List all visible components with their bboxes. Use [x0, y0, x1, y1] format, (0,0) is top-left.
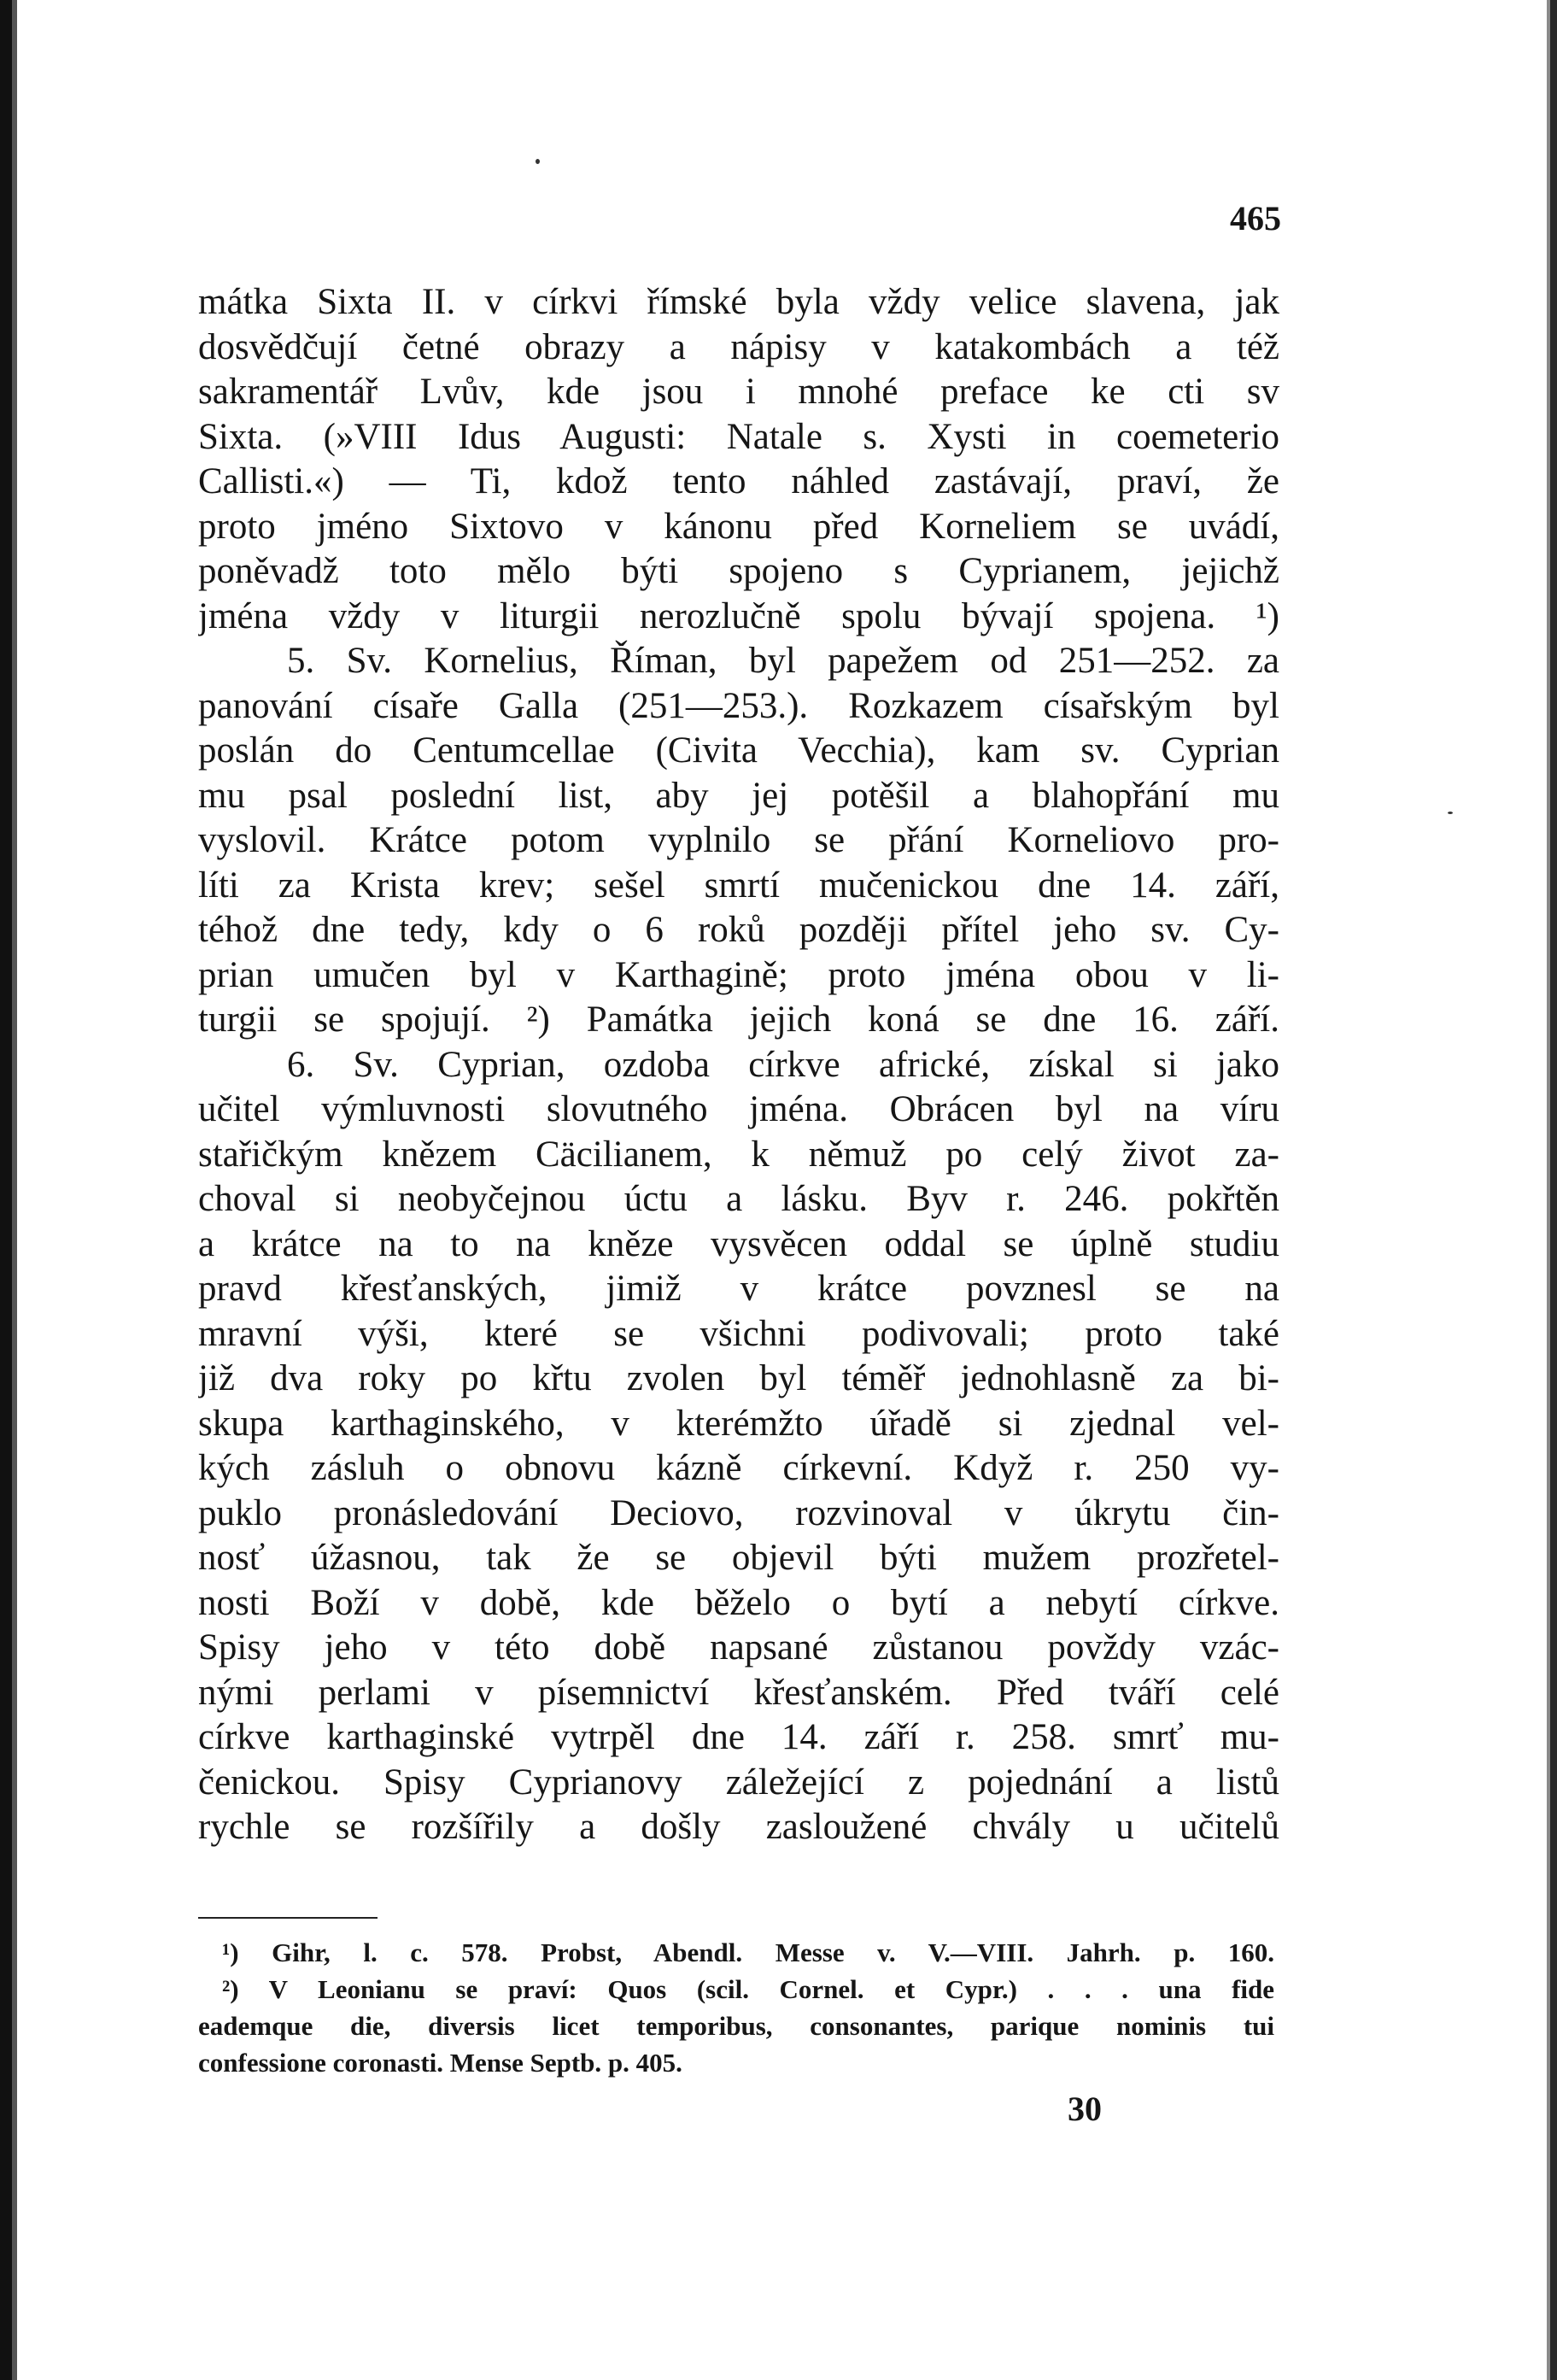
text-line: nými perlami v písemnictví křesťanském. Před tváří celé — [198, 1672, 1279, 1713]
text-line: nosť úžasnou, tak že se objevil býti mužem prozřetel- — [198, 1538, 1279, 1578]
scan-edge-right — [1550, 0, 1557, 2380]
text-line: panování císaře Galla (251—253.). Rozkazem císařským byl — [198, 685, 1279, 726]
text-line: dosvědčují četné obrazy a nápisy v katakombách a též — [198, 326, 1279, 367]
text-line: jména vždy v liturgii nerozlučně spolu bývají spojena. ¹) — [198, 595, 1279, 636]
footnote-divider — [198, 1917, 378, 1919]
text-line: puklo pronásledování Deciovo, rozvinoval v úkrytu čin- — [198, 1492, 1279, 1533]
text-line: mu psal poslední list, aby jej potěšil a blahopřání mu — [198, 775, 1279, 816]
text-line: církve karthaginské vytrpěl dne 14. září r. 258. smrť mu- — [198, 1717, 1279, 1757]
scan-edge-right-shadow — [1547, 0, 1550, 2380]
text-line: kých zásluh o obnovu kázně církevní. Když r. 250 vy- — [198, 1448, 1279, 1488]
text-line: pravd křesťanských, jimiž v krátce povznesl se na — [198, 1269, 1279, 1309]
text-line: sakramentář Lvův, kde jsou i mnohé preface ke cti sv — [198, 372, 1279, 412]
text-line: 6. Sv. Cyprian, ozdoba církve africké, získal si jako — [287, 1044, 1279, 1085]
text-line: poslán do Centumcellae (Civita Vecchia), kam sv. Cyprian — [198, 730, 1279, 771]
footnote-line: confessione coronasti. Mense Septb. p. 405. — [198, 2048, 682, 2078]
text-line: nosti Boží v době, kde běželo o bytí a nebytí církve. — [198, 1582, 1279, 1623]
scan-edge-shadow — [12, 0, 17, 2380]
text-line: skupa karthaginského, v kterémžto úřadě si zjednal vel- — [198, 1403, 1279, 1444]
body-text — [198, 280, 1279, 1850]
text-line: choval si neobyčejnou úctu a lásku. Byv r. 246. pokřtěn — [198, 1179, 1279, 1219]
text-line: poněvadž toto mělo býti spojeno s Cyprianem, jejichž — [198, 551, 1279, 591]
text-line: učitel výmluvnosti slovutného jména. Obrácen byl na víru — [198, 1089, 1279, 1129]
text-line: mátka Sixta II. v církvi římské byla vždy velice slavena, jak — [198, 282, 1279, 322]
text-line: turgii se spojují. ²) Památka jejich koná se dne 16. září. — [198, 999, 1279, 1040]
text-line: líti za Krista krev; sešel smrtí mučenickou dne 14. září, — [198, 865, 1279, 906]
text-line: téhož dne tedy, kdy o 6 roků později přítel jeho sv. Cy- — [198, 910, 1279, 950]
text-line: 5. Sv. Kornelius, Říman, byl papežem od 251—252. za — [287, 641, 1279, 681]
text-line: Sixta. (»VIII Idus Augusti: Natale s. Xysti in coemeterio — [198, 416, 1279, 457]
footnote-line: ²) V Leonianu se praví: Quos (scil. Cornel. et Cypr.) . . . una fide — [222, 1974, 1274, 2004]
printer-signature-mark: 30 — [1068, 2090, 1102, 2128]
text-line: proto jméno Sixtovo v kánonu před Korneliem se uvádí, — [198, 506, 1279, 547]
text-line: vyslovil. Krátce potom vyplnilo se přání Korneliovo pro- — [198, 820, 1279, 860]
text-line: rychle se rozšířily a došly zasloužené chvály u učitelů — [198, 1807, 1279, 1847]
footnotes — [198, 1934, 1274, 2081]
text-line: stařičkým knězem Cäcilianem, k němuž po celý život za- — [198, 1134, 1279, 1175]
text-line: a krátce na to na kněze vysvěcen oddal se úplně studiu — [198, 1223, 1279, 1264]
scan-speck — [1448, 812, 1453, 814]
text-line: Spisy jeho v této době napsané zůstanou povždy vzác- — [198, 1627, 1279, 1668]
text-line: Callisti.«) — Ti, kdož tento náhled zastávají, praví, že — [198, 461, 1279, 501]
text-line: již dva roky po křtu zvolen byl téměř jednohlasně za bi- — [198, 1358, 1279, 1398]
text-line: čenickou. Spisy Cyprianovy záležející z pojednání a listů — [198, 1762, 1279, 1803]
footnote-line: eademque die, diversis licet temporibus, consonantes, parique nominis tui — [198, 2011, 1274, 2041]
text-line: mravní výši, které se všichni podivovali; proto také — [198, 1313, 1279, 1354]
scan-edge-left — [0, 0, 12, 2380]
scan-speck — [536, 159, 540, 164]
text-line: prian umučen byl v Karthagině; proto jména obou v li- — [198, 954, 1279, 995]
footnote-line: ¹) Gihr, l. c. 578. Probst, Abendl. Messe v. V.—VIII. Jahrh. p. 160. — [222, 1937, 1274, 1967]
page-number: 465 — [1230, 199, 1281, 237]
